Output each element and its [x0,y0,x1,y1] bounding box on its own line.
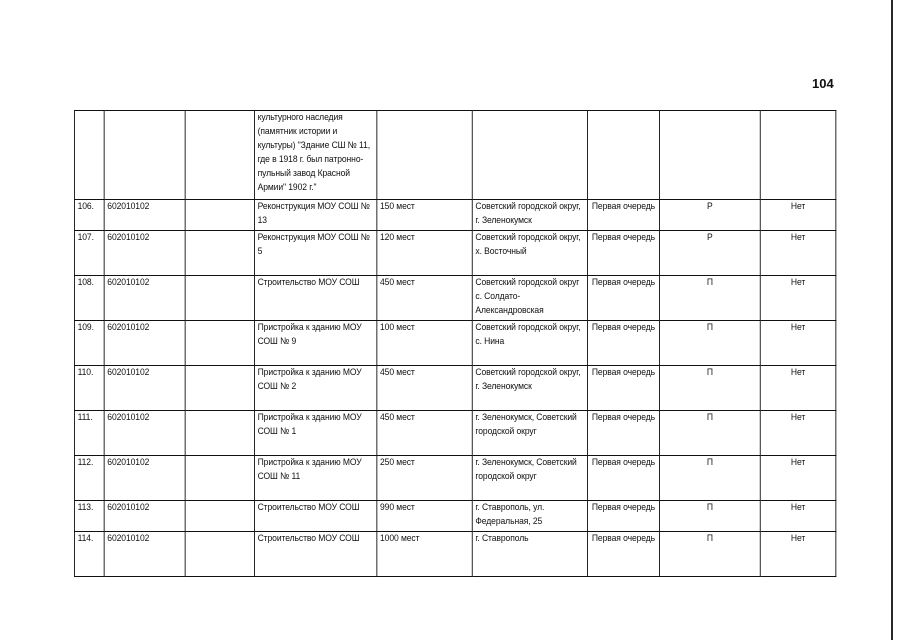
cell-blank [185,321,254,366]
cell-location: г. Зеленокумск, Советский городской округ [472,456,587,501]
cell-blank [185,456,254,501]
cell-type: П [659,501,760,532]
cell-location: Советский городской округ, х. Восточный [472,231,587,276]
cell-capacity [377,111,472,200]
cell-code: 602010102 [104,501,185,532]
cell-queue: Первая очередь [587,231,659,276]
cell-flag: Нет [760,532,836,577]
cell-location: г. Ставрополь [472,532,587,577]
cell-code: 602010102 [104,276,185,321]
cell-object: Пристройка к зданию МОУ СОШ № 1 [254,411,376,456]
cell-type: Р [659,231,760,276]
cell-queue: Первая очередь [587,532,659,577]
cell-code [104,111,185,200]
cell-capacity: 1000 мест [377,532,472,577]
cell-queue: Первая очередь [587,411,659,456]
cell-blank [185,532,254,577]
cell-type: П [659,276,760,321]
cell-capacity: 100 мест [377,321,472,366]
cell-type [659,111,760,200]
cell-type: П [659,366,760,411]
cell-type: П [659,321,760,366]
cell-code: 602010102 [104,411,185,456]
cell-queue: Первая очередь [587,200,659,231]
cell-blank [185,411,254,456]
objects-table [74,110,836,577]
cell-flag: Нет [760,200,836,231]
cell-location: Советский городской округ, г. Зеленокумск [472,366,587,411]
cell-queue: Первая очередь [587,321,659,366]
cell-num: 112. [74,456,104,501]
cell-flag: Нет [760,501,836,532]
cell-object: Строительство МОУ СОШ [254,532,376,577]
cell-object: культурного наследия (памятник истории и культуры) "Здание СШ № 11, где в 1918 г. был патронно-пульный завод Красной Армии" 1902 г." [254,111,376,200]
cell-flag: Нет [760,276,836,321]
cell-queue: Первая очередь [587,501,659,532]
cell-num: 110. [74,366,104,411]
cell-location: Советский городской округ, г. Зеленокумск [472,200,587,231]
cell-capacity: 450 мест [377,411,472,456]
cell-location: Советский городской округ с. Солдато-Александровская [472,276,587,321]
cell-flag: Нет [760,231,836,276]
table-row [74,321,835,366]
cell-blank [185,111,254,200]
table-row [74,501,835,532]
cell-num: 113. [74,501,104,532]
table-row [74,532,835,577]
cell-object: Строительство МОУ СОШ [254,276,376,321]
table-row [74,200,835,231]
cell-num: 109. [74,321,104,366]
cell-num [74,111,104,200]
cell-queue: Первая очередь [587,456,659,501]
cell-num: 108. [74,276,104,321]
table-row [74,366,835,411]
cell-num: 106. [74,200,104,231]
cell-type: П [659,456,760,501]
cell-queue [587,111,659,200]
cell-location: Советский городской округ, с. Нина [472,321,587,366]
table-row [74,411,835,456]
cell-type: П [659,532,760,577]
cell-object: Реконструкция МОУ СОШ № 5 [254,231,376,276]
cell-object: Пристройка к зданию МОУ СОШ № 2 [254,366,376,411]
cell-flag: Нет [760,411,836,456]
cell-code: 602010102 [104,321,185,366]
cell-queue: Первая очередь [587,276,659,321]
cell-flag [760,111,836,200]
cell-location: г. Зеленокумск, Советский городской округ [472,411,587,456]
table-row-carryover [74,111,835,200]
cell-capacity: 990 мест [377,501,472,532]
cell-code: 602010102 [104,456,185,501]
cell-object: Пристройка к зданию МОУ СОШ № 9 [254,321,376,366]
cell-capacity: 250 мест [377,456,472,501]
cell-queue: Первая очередь [587,366,659,411]
cell-blank [185,276,254,321]
cell-capacity: 450 мест [377,276,472,321]
cell-blank [185,501,254,532]
cell-blank [185,366,254,411]
cell-blank [185,200,254,231]
cell-code: 602010102 [104,200,185,231]
table-row [74,456,835,501]
cell-object: Реконструкция МОУ СОШ № 13 [254,200,376,231]
scan-edge-divider [891,0,893,640]
cell-location: г. Ставрополь, ул. Федеральная, 25 [472,501,587,532]
cell-num: 114. [74,532,104,577]
cell-object: Строительство МОУ СОШ [254,501,376,532]
cell-flag: Нет [760,321,836,366]
cell-code: 602010102 [104,231,185,276]
cell-type: П [659,411,760,456]
cell-num: 111. [74,411,104,456]
table-row [74,231,835,276]
table-row [74,276,835,321]
cell-capacity: 120 мест [377,231,472,276]
cell-object: Пристройка к зданию МОУ СОШ № 11 [254,456,376,501]
cell-code: 602010102 [104,532,185,577]
cell-flag: Нет [760,366,836,411]
cell-capacity: 450 мест [377,366,472,411]
page-number: 104 [812,76,834,91]
cell-capacity: 150 мест [377,200,472,231]
cell-location [472,111,587,200]
cell-flag: Нет [760,456,836,501]
cell-blank [185,231,254,276]
cell-num: 107. [74,231,104,276]
cell-type: Р [659,200,760,231]
cell-code: 602010102 [104,366,185,411]
